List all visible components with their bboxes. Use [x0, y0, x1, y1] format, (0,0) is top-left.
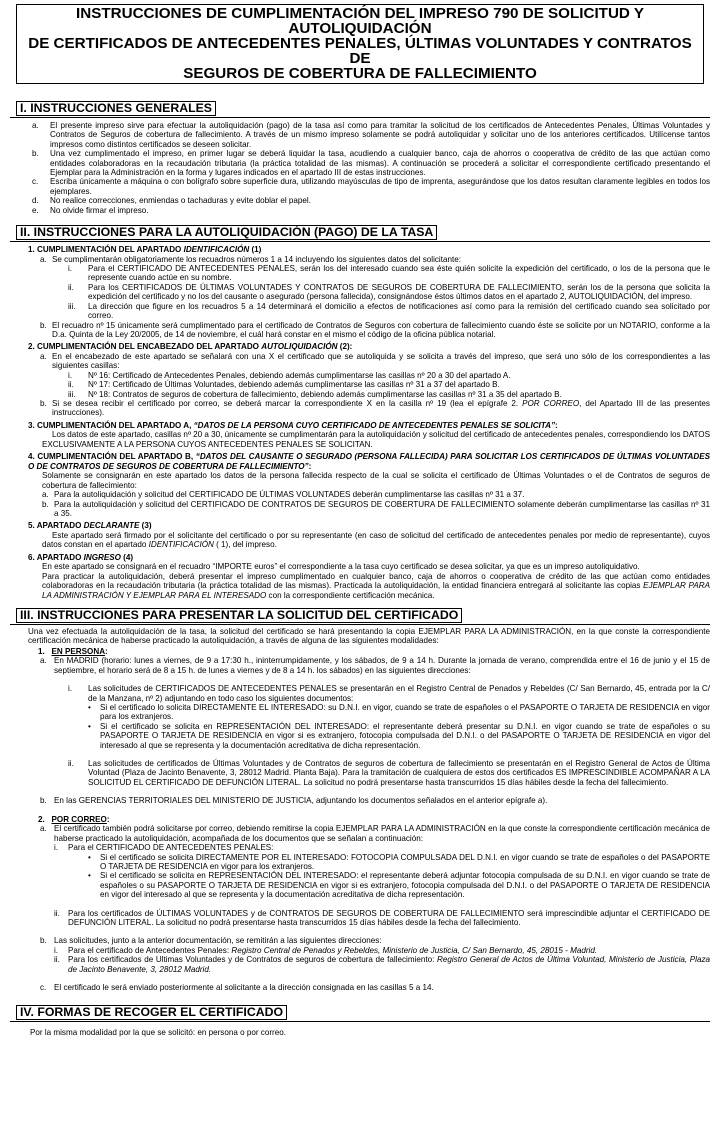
title-line-2: DE CERTIFICADOS DE ANTECEDENTES PENALES, ÚLTIMAS VOLUNTADES Y CONTRATOS DE: [28, 35, 692, 67]
list-item: i. Para el CERTIFICADO DE ANTECEDENTES PENALES:: [54, 843, 274, 853]
subsection-heading: 1. CUMPLIMENTACIÓN DEL APARTADO IDENTIFICACIÓN (1): [28, 245, 262, 255]
item-text: Una vez cumplimentado el impreso, en primer lugar se deberá liquidar la tasa, acudiendo a cualquier banco, caja de ahorros o cooperativa de crédito de las que actúan como entidades colaboradoras en la recaudación tributaria (la práctica totalidad de las mismas). A continuación se procederá a solicitar el correspondiente certificado presentando el Ejemplar para la Administración en la forma y lugares indicados en el apartado III de estas instrucciones.: [50, 149, 710, 178]
paragraph: Por la misma modalidad por la que se solicitó: en persona o por correo.: [30, 1028, 286, 1038]
section-submission: [10, 606, 710, 992]
list-item: ii. Nº 17: Certificado de Últimas Voluntades, debiendo además cumplimentarse las casillas nº 31 a 37 del apartado B.: [68, 380, 500, 390]
paragraph: Solamente se consignarán en este apartado los datos de la persona fallecida respecto de la cual se solicita el certificado de Últimas Voluntades o el de Contratos de seguros de cobertura de fallecimiento:: [42, 471, 710, 490]
item-text: El presente impreso sirve para efectuar la autoliquidación (pago) de la tasa así como para tramitar la solicitud de los certificados de Antecedentes Penales, Últimas Voluntades y Contratos de Seguros de cobertura de fallecimiento. A través de un mismo impreso solamente se podrá autoliquidar y solicitar uno de los anteriores certificados. Utilícense tantos impresos como distintos certificados se deseen solicitar.: [50, 121, 710, 149]
list-item: • Si el certificado se solicita en REPRESENTACIÓN DEL INTERESADO: el representante deberá presentar su D.N.I. en vigor cuando se trate de españoles o su PASAPORTE O TARJETA DE RESIDENCIA en vigor si es extranjero, fotocopia compulsada del D.N.I. o del PASAPORTE O TARJETA DE RESIDENCIA en vigor del interesado al que se representa y la documentación acreditativa de dicha representación.: [88, 721, 710, 750]
list-item: ii. Las solicitudes de certificados de Últimas Voluntades y de Contratos de seguros de cobertura de fallecimiento se presentarán en el Registro General de Actos de Última Voluntad (Plaza de Jacinto Benavente, 3, 28012 Madrid. Planta Baja). Para la tramitación de cualquiera de estos dos certificados ES IMPRESCINDIBLE ACOMPAÑAR A LA SOLICITUD EL CERTIFICADO DE DEFUNCIÓN LITERAL. La solicitud no podrá presentarse hasta transcurridos 15 días hábiles desde la fecha del fallecimiento.: [68, 759, 710, 787]
section-heading: IV. FORMAS DE RECOGER EL CERTIFICADO: [16, 1005, 287, 1020]
instructions-page: [0, 4, 720, 1129]
bullet-icon: •: [88, 871, 91, 881]
subsection-heading: 1. EN PERSONA:: [38, 646, 108, 656]
list-item: i. Nº 16: Certificado de Antecedentes Penales, debiendo además cumplimentarse las casillas nº 20 a 30 del apartado A.: [68, 370, 511, 380]
list-item: iii. La dirección que figure en los recuadros 5 a 14 determinará el domicilio a efectos de notificaciones así como para la remisión del certificado cuando sea solicitado por correo.: [68, 301, 710, 321]
section-heading: II. INSTRUCCIONES PARA LA AUTOLIQUIDACIÓN (PAGO) DE LA TASA: [16, 225, 437, 240]
subsection-heading: 2. CUMPLIMENTACIÓN DEL ENCABEZADO DEL APARTADO AUTOLIQUIDACIÓN (2):: [28, 342, 353, 352]
list-item: • Si el certificado lo solicita DIRECTAMENTE EL INTERESADO: su D.N.I. en vigor, cuando se trate de españoles o el PASAPORTE O TARJETA DE RESIDENCIA en vigor para los extranjeros.: [88, 703, 710, 722]
list-item: b. Las solicitudes, junto a la anterior documentación, se remitirán a las siguientes direcciones:: [40, 936, 382, 946]
item-text: No olvide firmar el impreso.: [50, 205, 149, 215]
list-item: [10, 196, 710, 205]
section-heading: I. INSTRUCCIONES GENERALES: [16, 101, 216, 116]
item-text: No realice correcciones, enmiendas o tachaduras y evite doblar el papel.: [50, 196, 311, 206]
item-text: Escriba únicamente a máquina o con bolígrafo sobre superficie dura, utilizando mayúsculas de tipo de imprenta, asegurándose que los datos resultan claramente legibles en todos los ejemplares.: [50, 177, 710, 196]
subsection-heading: 4. CUMPLIMENTACIÓN DEL APARTADO B, “DATOS DEL CAUSANTE O SEGURADO (PERSONA FALLECIDA) PARA SOLICITAR LOS CERTIFICADOS DE ÚLTIMAS VOLUNTADES O DE CONTRATOS DE SEGUROS DE COBERTURA DE FALLECIMIENTO”:: [28, 452, 711, 471]
section-heading-rule: [10, 99, 710, 118]
subsection-heading: 3. CUMPLIMENTACIÓN DEL APARTADO A, “DATOS DE LA PERSONA CUYO CERTIFICADO DE ANTECEDENTES PENALES SE SOLICITA”:: [28, 420, 558, 430]
title-line-1: INSTRUCCIONES DE CUMPLIMENTACIÓN DEL IMPRESO 790 DE SOLICITUD Y AUTOLIQUIDACIÓN: [76, 5, 644, 37]
list-item: b. Si se desea recibir el certificado por correo, se deberá marcar la correspondiente X en la casilla nº 19 (lea el epígrafe 2. POR CORREO, del Apartado III de las presentes instrucciones).: [40, 398, 710, 418]
item-label: d.: [32, 196, 39, 206]
bullet-icon: •: [88, 721, 91, 731]
subsection-heading: 2. POR CORREO:: [38, 814, 110, 824]
list-item: a. Se cumplimentarán obligatoriamente los recuadros números 1 a 14 incluyendo los siguientes datos del solicitante:: [40, 254, 461, 264]
list-item: • Si el certificado se solicita DIRECTAMENTE POR EL INTERESADO: FOTOCOPIA COMPULSADA DEL D.N.I. en vigor cuando se trate de españoles o del PASAPORTE O TARJETA DE RESIDENCIA en vigor para los extranjeros.: [88, 852, 710, 871]
subsection-heading: 5. APARTADO DECLARANTE (3): [28, 521, 152, 531]
list-item: ii. Para los CERTIFICADOS DE ÚLTIMAS VOLUNTADES Y CONTRATOS DE SEGUROS DE COBERTURA DE FALLECIMIENTO, serán los de la persona que solicita la expedición del certificado y no los del causante o asegurado (persona fallecida), consignándose éstos últimos datos en el apartado 2, AUTOLIQUIDACIÓN, del impreso.: [68, 282, 710, 302]
bullet-icon: •: [88, 703, 91, 713]
paragraph: Este apartado será firmado por el solicitante del certificado o por su representante (en caso de solicitud del certificado de antecedentes penales por medio de representante), cuyos datos constan en el apartado IDENTIFICACIÓN ( 1), del impreso.: [42, 530, 710, 550]
item-label: e.: [32, 205, 39, 215]
paragraph: Los datos de este apartado, casillas nº 20 a 30, únicamente se cumplimentarán para la autoliquidación y solicitud del certificado de antecedentes penales, correspondiendo los DATOS EXCLUSIVAMENTE A LA PERSONA CUYOS ANTECEDENTES PENALES SE SOLICITAN.: [42, 430, 710, 449]
bullet-icon: •: [88, 852, 91, 862]
list-item: [10, 121, 710, 149]
list-item: b. El recuadro nº 15 únicamente será cumplimentado para el certificado de Contratos de Seguros con cobertura de fallecimiento cuando éste se solicite por un NOTARIO, conforme a la D.a. Quinta de la Ley 20/2005, de 14 de noviembre, el cuál hará constar en el mismo el código de la oficina pública notarial.: [40, 320, 710, 339]
list-item: [10, 149, 710, 177]
list-item: a. En MADRID (horario: lunes a viernes, de 9 a 17:30 h., ininterrumpidamente, y los sábados, de 9 a 14 h. Durante la jornada de verano, comprendida entre el 16 de junio y el 15 de septiembre, el horario será de 8 a 15 h. de lunes a viernes y de 8 a 14 h. los sábados) en las siguientes direcciones:: [40, 656, 710, 675]
list-item: ii. Para los certificados de Ultimas Voluntades y de Contratos de seguros de cobertura de fallecimiento: Registro General de Actos de Última Voluntad, Ministerio de Justicia, Plaza de Jacinto Benavente, 3, 28012 Madrid.: [54, 955, 710, 974]
list-item: [10, 177, 710, 196]
list-item: [10, 206, 710, 215]
paragraph: Para practicar la autoliquidación, deberá presentar el impreso cumplimentado en cualquier banco, caja de ahorros o cooperativa de crédito de las que actúan como entidades colaboradoras en la recaudación tributaria (la práctica totalidad de las mismas). Practicada la autoliquidación, la entidad financiera entregará al solicitante las copias EJEMPLAR PARA LA ADMINISTRACIÓN Y EJEMPLAR PARA EL INTERESADO con la correspondiente certificación mecánica.: [42, 571, 710, 600]
list-item: a. El certificado también podrá solicitarse por correo, debiendo remitirse la copia EJEMPLAR PARA LA ADMINISTRACIÓN en la que conste la correspondiente certificación mecánica de haberse practicado la autoliquidación, acompañada de los documentos que se señalan a continuación:: [40, 824, 710, 843]
list-item: i. Las solicitudes de CERTIFICADOS DE ANTECEDENTES PENALES se presentarán en el Registro Central de Penados y Rebeldes (C/ San Bernardo, 45, entrada por la C/ de la Manzana, nº 2) adjuntando en todo caso los siguientes documentos:: [68, 684, 710, 703]
list-item: a. En el encabezado de este apartado se señalará con una X el certificado que se autoliquida y se solicita a través del impreso, que será uno sólo de los correspondientes a las siguientes casillas:: [40, 351, 710, 371]
item-label: b.: [32, 149, 39, 159]
section-heading-rule: [10, 223, 710, 242]
section-heading-rule: [10, 606, 710, 625]
paragraph: Una vez efectuada la autoliquidación de la tasa, la solicitud del certificado se hará presentando la copia EJEMPLAR PARA LA ADMINISTRACIÓN, en la que conste la correspondiente certificación mecánica de haberse practicado la autoliquidación, a través de alguna de las siguientes modalidades:: [28, 627, 710, 646]
list-item: i. Para el CERTIFICADO DE ANTECEDENTES PENALES, serán los del interesado cuando sea éste quién solicite la expedición del certificado, o los de la persona que le represente cuando actúe en su nombre.: [68, 264, 710, 283]
list-item: iii. Nº 18: Contratos de seguros de cobertura de fallecimiento, debiendo además cumplimentarse las casillas nº 31 a 35 del apartado B.: [68, 389, 562, 399]
title-line-3: SEGUROS DE COBERTURA DE FALLECIMIENTO: [183, 65, 537, 82]
paragraph: En este apartado se consignará en el recuadro “IMPORTE euros” el correspondiente a la tasa cuyo certificado se desea solicitar, ya que es un impreso autoliquidativo.: [42, 562, 640, 572]
section-heading: III. INSTRUCCIONES PARA PRESENTAR LA SOLICITUD DEL CERTIFICADO: [16, 608, 462, 623]
section-pickup: [10, 1003, 710, 1037]
list-item: b. Para la autoliquidación y solicitud del CERTIFICADO DE CONTRATOS DE SEGUROS DE COBERTURA DE FALLECIMIENTO solamente deberán cumplimentarse las casillas nº 31 a 35.: [42, 499, 710, 518]
item-label: c.: [32, 177, 39, 187]
list-item: • Si el certificado se solicita en REPRESENTACIÓN DEL INTERESADO: el representante deberá adjuntar fotocopia compulsada de su D.N.I. en vigor cuando se trate de españoles o su PASAPORTE O TARJETA DE RESIDENCIA en vigor si es extranjero, fotocopia compulsada del D.N.I. o del PASAPORTE O TARJETA DE RESIDENCIA en vigor del interesado al que se representa y la documentación acreditativa de dicha representación.: [88, 871, 710, 900]
list-item: ii. Para los certificados de ÚLTIMAS VOLUNTADES y de CONTRATOS DE SEGUROS DE COBERTURA DE FALLECIMIENTO será imprescindible adjuntar el CERTIFICADO DE DEFUNCIÓN LITERAL. La solicitud no podrá presentarse hasta transcurridos 15 días hábiles desde la fecha del fallecimiento.: [54, 908, 710, 927]
list-item: c. El certificado le será enviado posteriormente al solicitante a la dirección consignada en las casillas 5 a 14.: [40, 982, 434, 992]
item-label: a.: [32, 121, 39, 130]
document-title: [16, 4, 704, 84]
list-item: a. Para la autoliquidación y solicitud del CERTIFICADO DE ÚLTIMAS VOLUNTADES deberán cumplimentarse las casillas nº 31 a 37.: [42, 490, 525, 500]
list-item: i. Para el certificado de Antecedentes Penales: Registro Central de Penados y Rebeldes, Ministerio de Justicia, C/ San Bernardo, 45, 28015 - Madrid.: [54, 945, 598, 955]
section-heading-rule: [10, 1003, 710, 1022]
section-autoliquidation: [10, 223, 710, 600]
subsection-heading: 6. APARTADO INGRESO (4): [28, 552, 134, 562]
section-general: [10, 99, 710, 215]
list-item: b. En las GERENCIAS TERRITORIALES DEL MINISTERIO DE JUSTICIA, adjuntando los documentos señalados en el anterior epígrafe a).: [40, 796, 548, 806]
